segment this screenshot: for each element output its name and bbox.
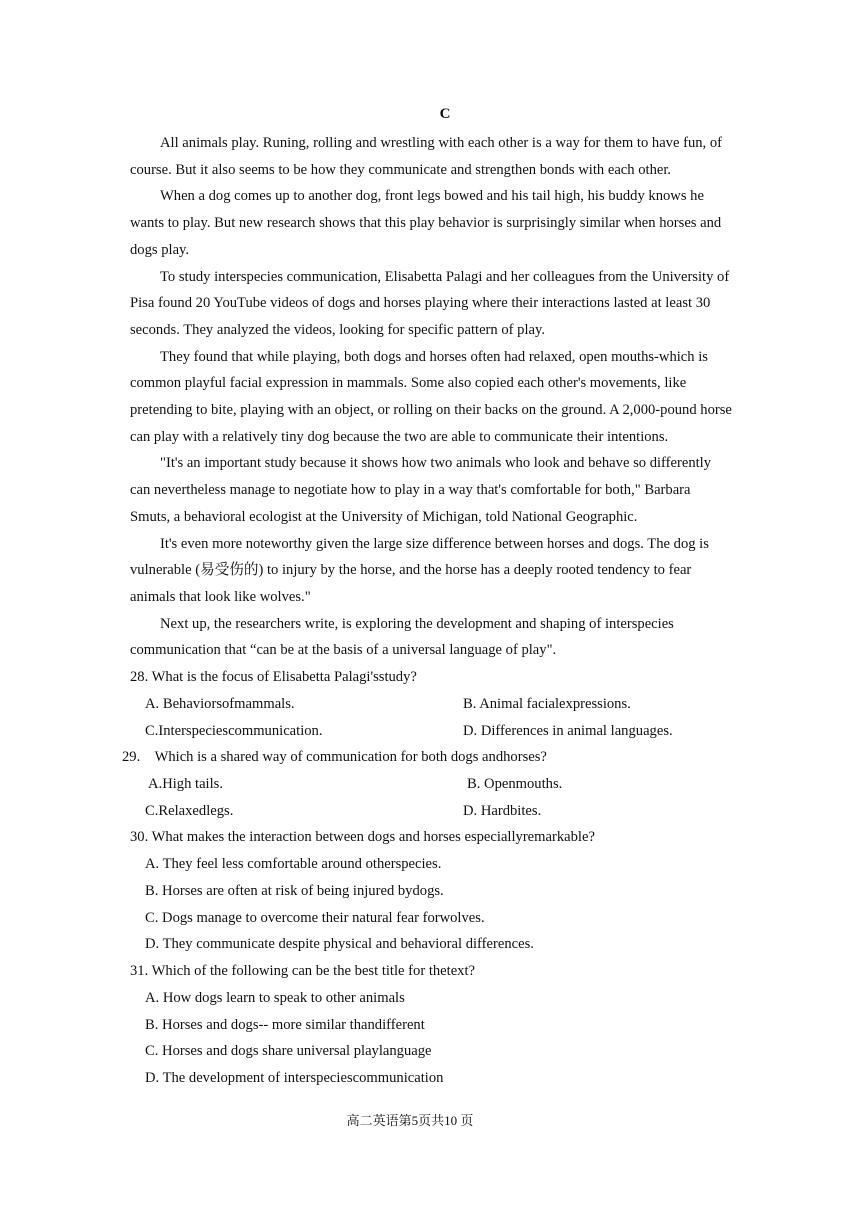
reading-passage: [130, 130, 732, 664]
question-31-stem: 31. Which of the following can be the best title for thetext?: [130, 963, 476, 979]
passage-paragraph: Next up, the researchers write, is exploring the development and shaping of interspecies communication that “can be at the basis of a universal language of play".: [130, 615, 674, 659]
question-31-option-b: B. Horses and dogs-- more similar thandifferent: [145, 1017, 425, 1033]
question-28-stem: 28. What is the focus of Elisabetta Palagi'sstudy?: [130, 669, 417, 685]
question-31-option-c: C. Horses and dogs share universal playlanguage: [145, 1043, 432, 1059]
section-heading: C: [439, 106, 451, 122]
question-30-stem: 30. What makes the interaction between dogs and horses especiallyremarkable?: [130, 829, 595, 845]
passage-paragraph: To study interspecies communication, Elisabetta Palagi and her colleagues from the University of Pisa found 20 YouTube videos of dogs and horses playing where their interactions lasted at least 30 seconds. They analyzed the videos, looking for specific pattern of play.: [130, 268, 730, 338]
question-30-option-d: D. They communicate despite physical and behavioral differences.: [145, 936, 534, 952]
question-28-option-c: C.Interspeciescommunication.: [145, 723, 323, 739]
question-29-option-a: A.High tails.: [148, 776, 223, 792]
passage-paragraph: When a dog comes up to another dog, front legs bowed and his tail high, his buddy knows he wants to play. But new research shows that this play behavior is surprisingly similar when horses and dogs play.: [130, 188, 722, 258]
question-28-option-d: D. Differences in animal languages.: [463, 723, 673, 739]
passage-paragraph: They found that while playing, both dogs and horses often had relaxed, open mouths-which is common playful facial expression in mammals. Some also copied each other's movements, like pretending to bite, playing with an object, or rolling on their backs on the ground. A 2,000-pound horse can play with a relatively tiny dog because the two are able to communicate their intentions.: [130, 348, 732, 445]
question-29-option-b: B. Openmouths.: [467, 776, 563, 792]
passage-paragraph: All animals play. Runing, rolling and wrestling with each other is a way for them to have fun, of course. But it also seems to be how they communicate and strengthen bonds with each other.: [130, 135, 723, 178]
passage-paragraph: "It's an important study because it shows how two animals who look and behave so differently can nevertheless manage to negotiate how to play in a way that's comfortable for both," Barbara Smuts, a behavioral ecologist at the University of Michigan, told National Geographic.: [130, 455, 712, 525]
question-28-option-a: A. Behaviorsofmammals.: [145, 696, 295, 712]
question-28-option-b: B. Animal facialexpressions.: [463, 696, 631, 712]
page-footer: 高二英语第5页共10 页: [346, 1113, 474, 1128]
question-29-option-c: C.Relaxedlegs.: [145, 803, 234, 819]
question-30-option-a: A. They feel less comfortable around otherspecies.: [145, 856, 442, 872]
question-31-option-a: A. How dogs learn to speak to other animals: [145, 990, 405, 1006]
question-30-option-b: B. Horses are often at risk of being injured bydogs.: [145, 883, 444, 899]
question-30-option-c: C. Dogs manage to overcome their natural fear forwolves.: [145, 910, 485, 926]
question-29-option-d: D. Hardbites.: [463, 803, 542, 819]
question-31-option-d: D. The development of interspeciescommunication: [145, 1070, 444, 1086]
passage-paragraph: It's even more noteworthy given the large size difference between horses and dogs. The dog is vulnerable (易受伤的) to injury by the horse, and the horse has a deeply rooted tendency to fear animals that look like wolves.": [130, 535, 709, 605]
question-29-stem: 29. Which is a shared way of communication for both dogs andhorses?: [122, 749, 547, 765]
